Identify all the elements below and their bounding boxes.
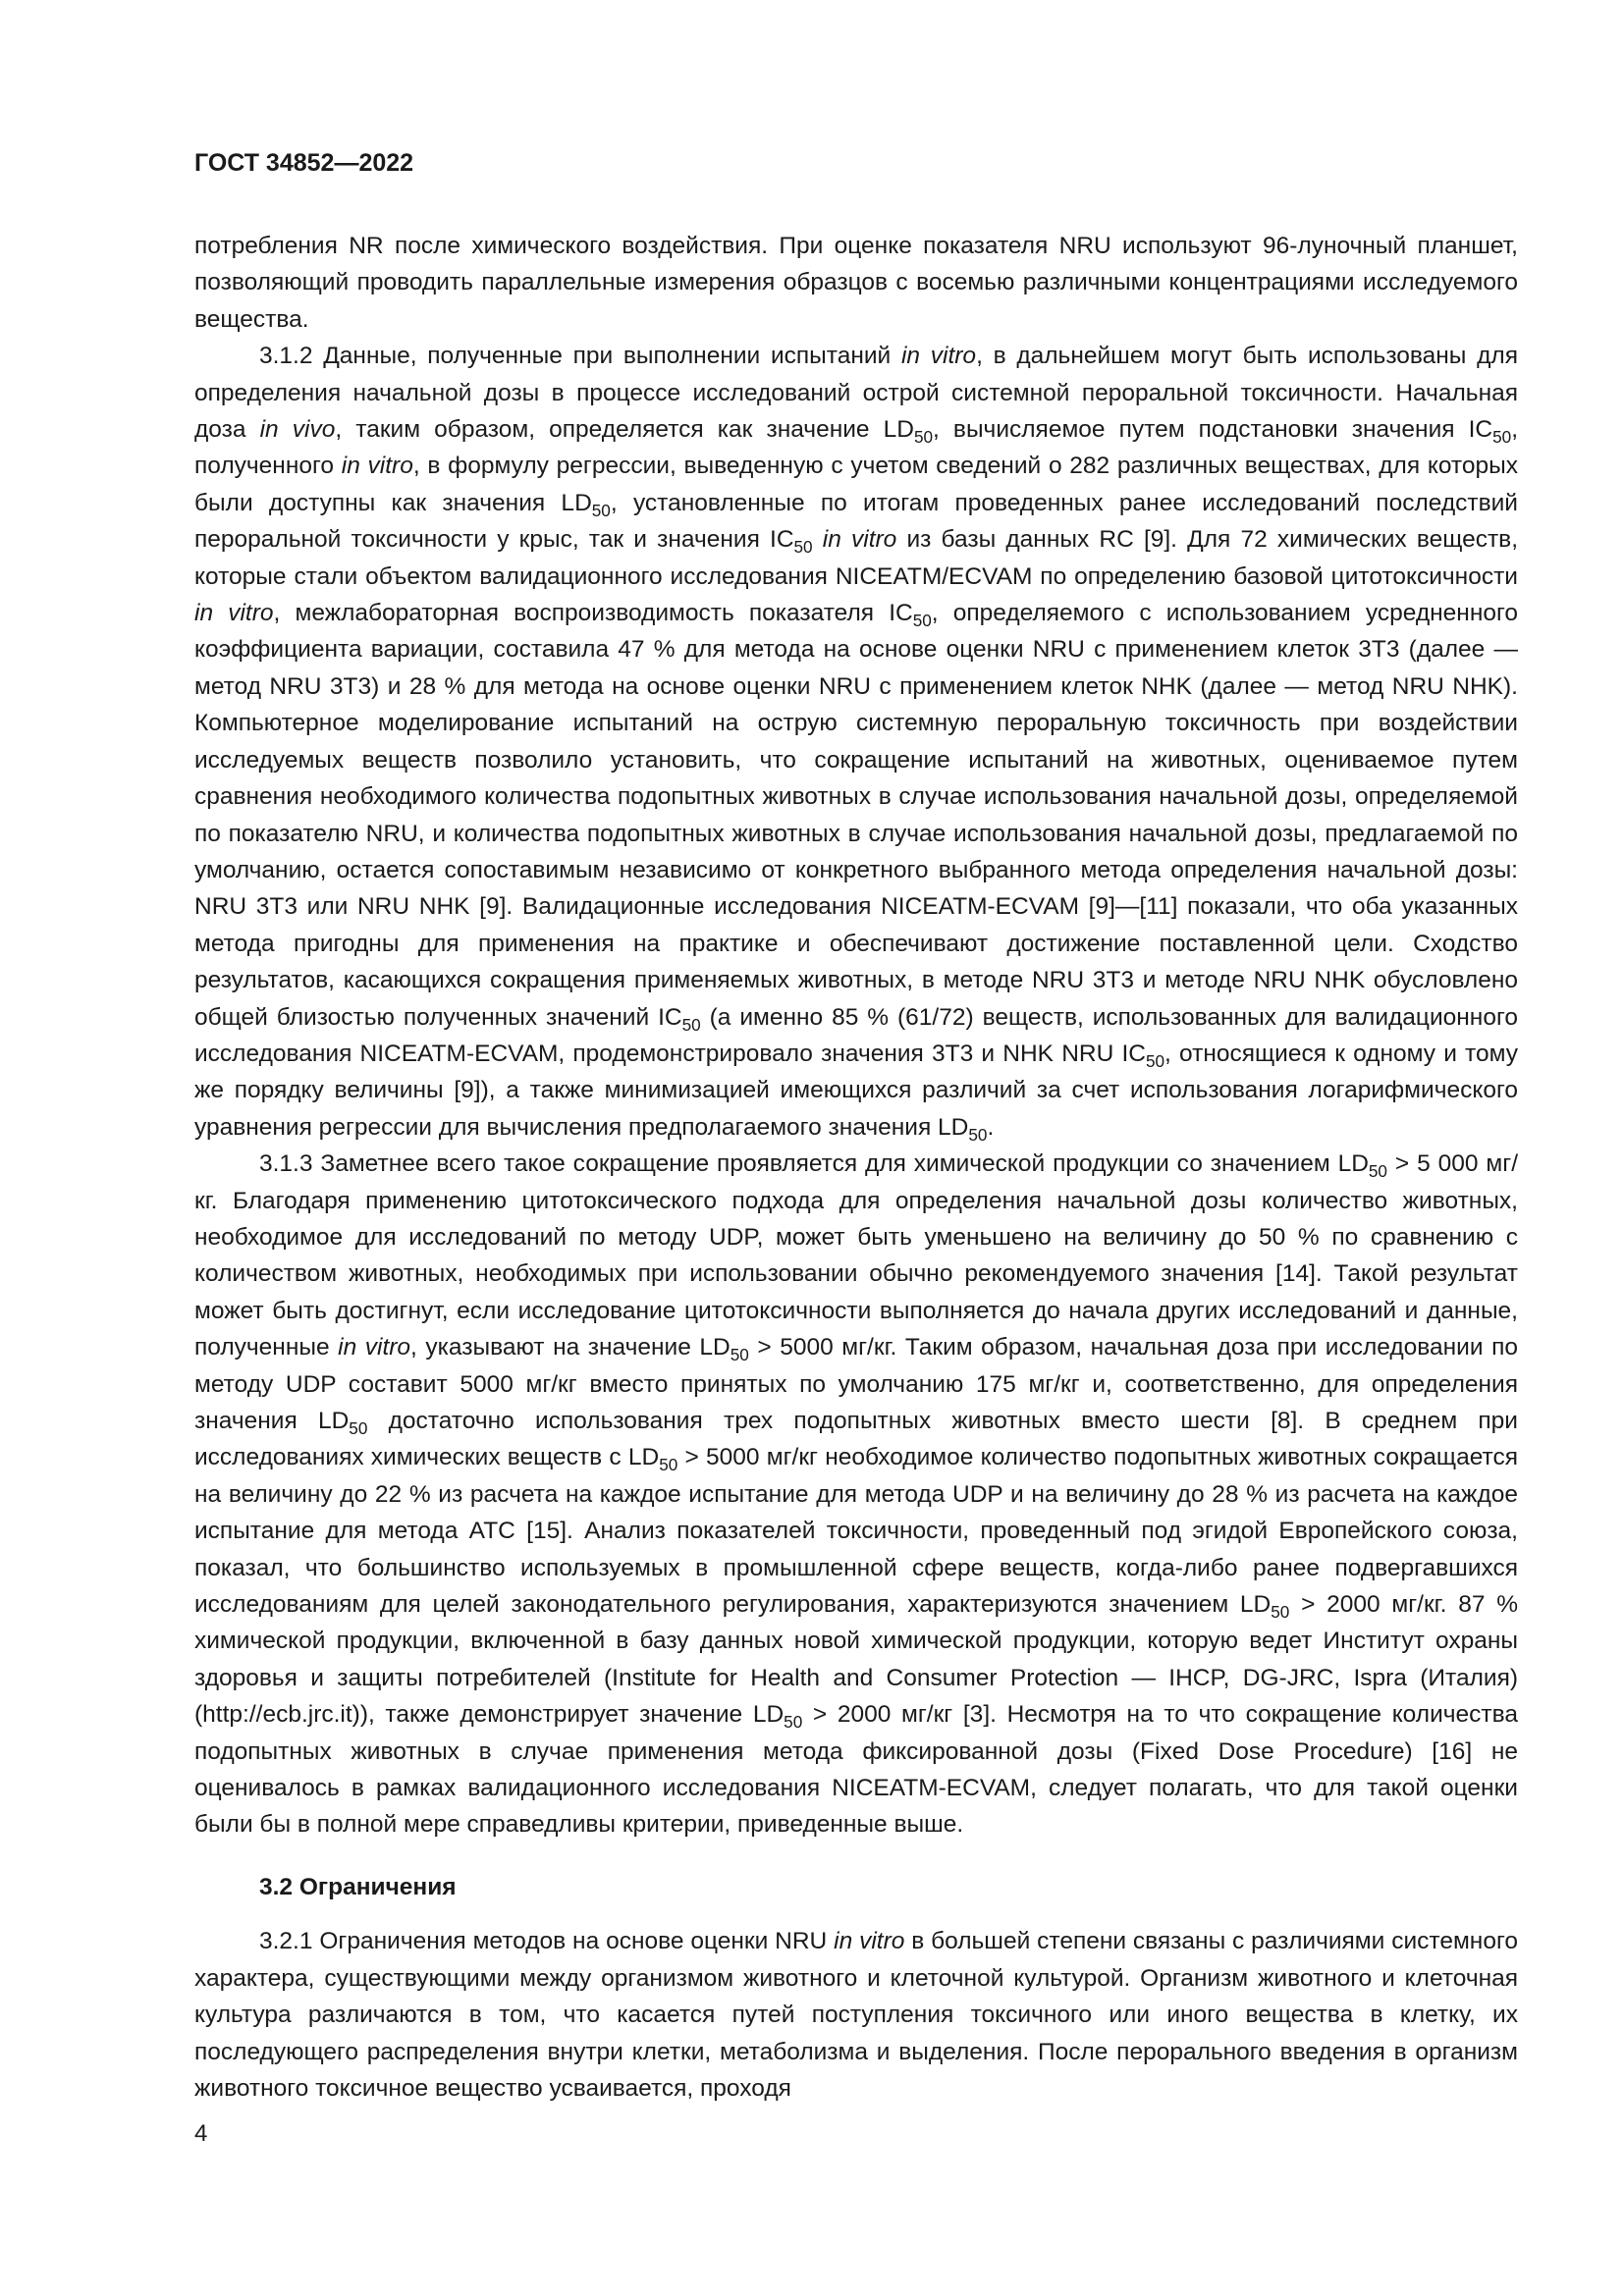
- section-title: 3.2 Ограничения: [259, 1873, 457, 1900]
- italic-run: in vitro: [900, 343, 977, 370]
- paragraph-3-2-1: [194, 1923, 1518, 2107]
- text-run: 3.2.1 Ограничения методов на основе оценки NRU: [259, 1928, 835, 1955]
- text-run: > 5000 мг/кг необходимое количество подопытных животных сокращается на величину до 22 % из расчета на каждое испытание для метода UDP и на величину до 28 % из расчета на каждое испытание для метода ATC [15]. Анализ показателей токсичности, проведенный под эгидой Европейского союза, показал, что большинство используемых в промышленной сфере веществ, когда-либо ранее подвергавшихся исследованиям для целей законодательного регулирования, характеризуются значением LD: [194, 1444, 1518, 1619]
- italic-run: in vitro: [341, 453, 413, 480]
- document-body: [194, 228, 1518, 2107]
- subscript: 50: [681, 1014, 701, 1035]
- text-run: , указывают на значение LD: [410, 1334, 731, 1362]
- text-run: достаточно использования трех подопытных животных вместо шести [8]. В среднем при исследованиях химических веществ с LD: [194, 1408, 1518, 1471]
- italic-run: in vitro: [834, 1928, 905, 1955]
- subscript: 50: [730, 1345, 749, 1365]
- paragraph-continuation: потребления NR после химического воздействия. При оценке показателя NRU используют 96-луночный планшет, позволяющий проводить параллельные измерения образцов с восемью различными концентрациями исследуемого вещества.: [194, 233, 1518, 333]
- document-header: ГОСТ 34852—2022: [194, 149, 414, 177]
- text-run: , межлабораторная воспроизводимость показателя IC: [273, 600, 913, 627]
- text-run: , определяемого с использованием усредненного коэффициента вариации, составила 47 % для метода на основе оценки NRU с применением клеток 3T3 (далее — метод NRU 3T3) и 28 % для метода на основе оценки NRU с применением клеток NHK (далее — метод NRU NHK). Компьютерное моделирование испытаний на острую системную пероральную токсичность при воздействии исследуемых веществ позволило установить, что сокращение испытаний на животных, оцениваемое путем сравнения необходимого количества подопытных животных в случае использования начальной дозы, определяемой по показателю NRU, и количества подопытных животных в случае использования начальной дозы, предлагаемой по умолчанию, остается сопоставимым независимо от конкретного выбранного метода определения начальной дозы: NRU 3T3 или NRU NHK [9]. Валидационные исследования NICEATM-ECVAM [9]—[11] показали, что оба указанных метода пригодны для применения на практике и обеспечивают достижение поставленной цели. Сходство результатов, касающихся сокращения применяемых животных, в методе NRU 3T3 и методе NRU NHK обусловлено общей близостью полученных значений IC: [194, 600, 1518, 1031]
- text-run: , в формулу регрессии, выведенную с учетом сведений о 282 различных веществах, для которых были доступны как значения LD: [194, 453, 1518, 516]
- subscript: 50: [591, 500, 611, 520]
- text-run: , таким образом, определяется как значение LD: [335, 416, 914, 444]
- subscript: 50: [349, 1418, 368, 1438]
- text-run: > 2000 мг/кг [3]. Несмотря на то что сокращение количества подопытных животных в случае применения метода фиксированной дозы (Fixed Dose Procedure) [16] не оценивалось в рамках валидационного исследования NICEATM-ECVAM, следует полагать, что для такой оценки были бы в полной мере справедливы критерии, приведенные выше.: [194, 1701, 1518, 1839]
- text-run: , полученного: [194, 416, 1519, 480]
- subscript: 50: [913, 427, 934, 448]
- italic-run: in vitro: [338, 1334, 411, 1362]
- subscript: 50: [968, 1124, 988, 1145]
- text-run: , установленные по итогам проведенных ранее исследований последствий пероральной токсичности у крыс, так и значения IC: [194, 489, 1518, 554]
- subscript: 50: [1271, 1602, 1290, 1623]
- text-run: [813, 526, 823, 553]
- text-run: , относящиеся к одному и тому же порядку величины [9]), а также минимизацией имеющихся различий за счет использования логарифмического уравнения регрессии для вычисления предполагаемого значения LD: [194, 1040, 1519, 1141]
- subscript: 50: [784, 1712, 803, 1733]
- text-run: 3.1.2 Данные, полученные при выполнении испытаний: [259, 343, 901, 370]
- subscript: 50: [1145, 1050, 1165, 1071]
- text-run: , в дальнейшем могут быть использованы для определения начальной дозы в процессе исследований острой системной пероральной токсичности. Начальная доза: [194, 343, 1518, 444]
- text-run: (а именно 85 % (61/72) веществ, использованных для валидационного исследования NICEATM-ECVAM, продемонстрировало значения 3T3 и NHK NRU IC: [194, 1003, 1518, 1067]
- page-number: 4: [194, 2120, 208, 2147]
- subscript: 50: [793, 537, 813, 558]
- text-run: в большей степени связаны с различиями системного характера, существующими между организмом животного и клеточной культурой. Организм животного и клеточная культура различаются в том, что касается путей поступления токсичного или иного вещества в клетку, их последующего распределения внутри клетки, метаболизма и выделения. После перорального введения в организм животного токсичное вещество усваивается, проходя: [194, 1928, 1518, 2102]
- paragraph-3-1-3: [194, 1146, 1518, 1843]
- paragraph-3-1-2: [194, 338, 1518, 1146]
- text-run: , вычисляемое путем подстановки значения IC: [933, 416, 1493, 444]
- italic-run: in vitro: [822, 526, 897, 554]
- subscript: 50: [659, 1455, 678, 1475]
- italic-run: in vitro: [194, 600, 274, 627]
- italic-run: in vivo: [259, 416, 336, 444]
- text-run: 3.1.3 Заметнее всего такое сокращение проявляется для химической продукции со значением LD: [259, 1150, 1369, 1178]
- text-run: из базы данных RC [9]. Для 72 химических веществ, которые стали объектом валидационного исследования NICEATM/ECVAM по определению базовой цитотоксичности: [194, 526, 1518, 590]
- subscript: 50: [1368, 1161, 1387, 1182]
- subscript: 50: [1492, 427, 1512, 448]
- text-run: .: [987, 1113, 995, 1141]
- text-run: > 5 000 мг/кг. Благодаря применению цитотоксического подхода для определения начальной дозы количество животных, необходимое для исследований по методу UDP, может быть уменьшено на величину до 50 % по сравнению с количеством животных, необходимых при использовании обычно рекомендуемого значения [14]. Такой результат может быть достигнут, если исследование цитотоксичности выполняется до начала других исследований и данные, полученные: [194, 1150, 1519, 1362]
- text-run: > 5000 мг/кг. Таким образом, начальная доза при исследовании по методу UDP составит 5000 мг/кг вместо принятых по умолчанию 175 мг/кг и, соответственно, для определения значения LD: [194, 1334, 1518, 1434]
- subscript: 50: [912, 611, 932, 631]
- text-run: > 2000 мг/кг. 87 % химической продукции, включенной в базу данных новой химической продукции, которую ведет Институт охраны здоровья и защиты потребителей (Institute for Health and Consumer Protection — IHCP, DG-JRC, Ispra (Италия) (http://ecb.jrc.it)), также демонстрирует значение LD: [194, 1591, 1518, 1729]
